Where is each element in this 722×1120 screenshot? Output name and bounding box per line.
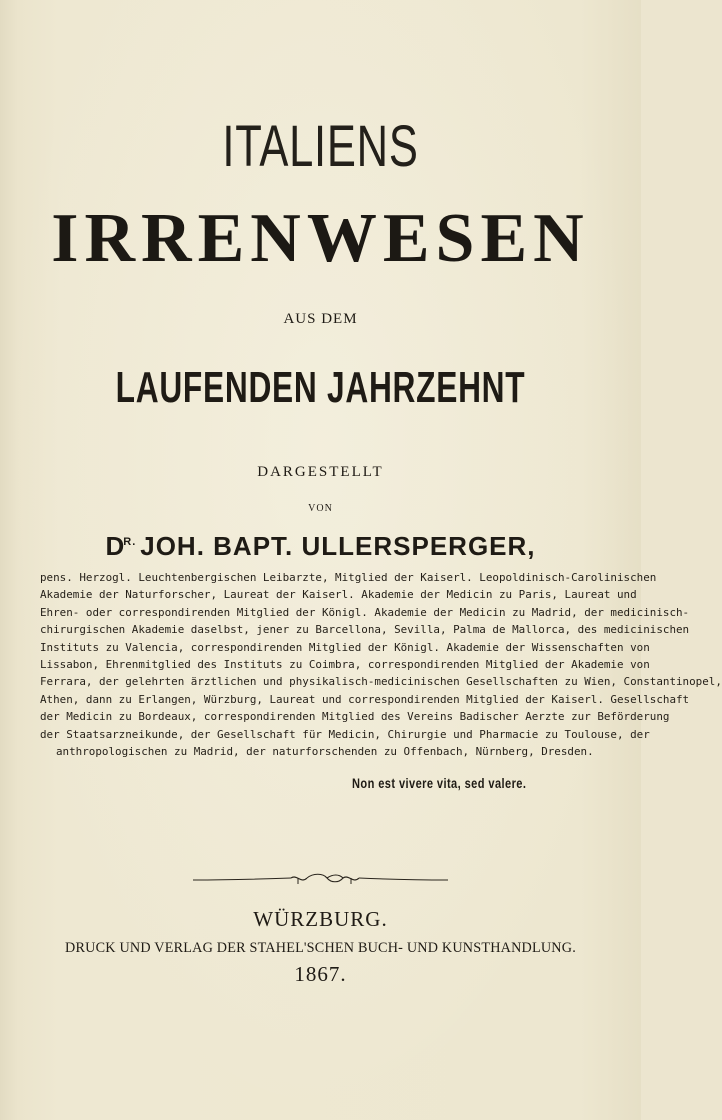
- credentials-line: der Medicin zu Bordeaux, correspondirenden Mitglied des Vereins Badischer Aerzte zur Beförderung: [40, 710, 670, 724]
- presented-label: DARGESTELLT: [257, 464, 384, 480]
- author-title-suffix: R.: [123, 536, 137, 548]
- credentials-line: chirurgischen Akademie daselbst, jener zu Barcellona, Sevilla, Palma de Mallorca, des medicinischen: [40, 623, 690, 637]
- title-line-2: IRRENWESEN: [51, 200, 590, 277]
- by-label: VON: [308, 503, 333, 514]
- credentials-line: Instituts zu Valencia, correspondirenden Mitglied der Königl. Akademie der Wissenschaften von: [40, 640, 650, 654]
- ornament-divider-icon: [193, 872, 448, 886]
- author-name: JOH. BAPT. ULLERSPERGER,: [140, 531, 536, 561]
- title-line-3: LAUFENDEN JAHRZEHNT: [115, 363, 526, 412]
- credentials-line: Lissabon, Ehrenmitglied des Instituts zu Coimbra, correspondirenden Mitglied der Akademie von: [40, 658, 650, 672]
- credentials-line: pens. Herzogl. Leuchtenbergischen Leibarzte, Mitglied der Kaiserl. Leopoldinisch-Carolinischen: [40, 571, 657, 584]
- title-line-1: ITALIENS: [222, 114, 419, 179]
- author-title-prefix: $D^{R.}$: [105, 531, 137, 561]
- credentials-line: der Staatsarzneikunde, der Gesellschaft für Medicin, Chirurgie und Pharmacie zu Toulouse, der: [40, 727, 650, 741]
- credentials-line: Ferrara, der gelehrten ärztlichen und physikalisch-medicinischen Gesellschaften zu Wien, Constantinopel,: [40, 675, 722, 689]
- imprint-publisher: DRUCK UND VERLAG DER STAHEL'SCHEN BUCH- UND KUNSTHANDLUNG.: [65, 940, 576, 956]
- author-name-line: [0, 533, 641, 559]
- credentials-line: Akademie der Naturforscher, Laureat der Kaiserl. Akademie der Medicin zu Paris, Laureat und: [40, 588, 637, 602]
- credentials-line: anthropologischen zu Madrid, der naturforschenden zu Offenbach, Nürnberg, Dresden.: [56, 745, 594, 759]
- imprint-year: 1867.: [294, 962, 347, 986]
- imprint-city: WÜRZBURG.: [253, 907, 388, 931]
- credentials-line: Athen, dann zu Erlangen, Würzburg, Laureat und correspondirenden Mitglied der Kaiserl. Gesellschaft: [40, 692, 690, 706]
- credentials-line: Ehren- oder correspondirenden Mitglied der Königl. Akademie der Medicin zu Madrid, der medicinisch-: [40, 605, 690, 619]
- motto: Non est vivere vita, sed valere.: [352, 776, 527, 791]
- title-connector: AUS DEM: [283, 311, 358, 327]
- author-credentials: [40, 569, 722, 760]
